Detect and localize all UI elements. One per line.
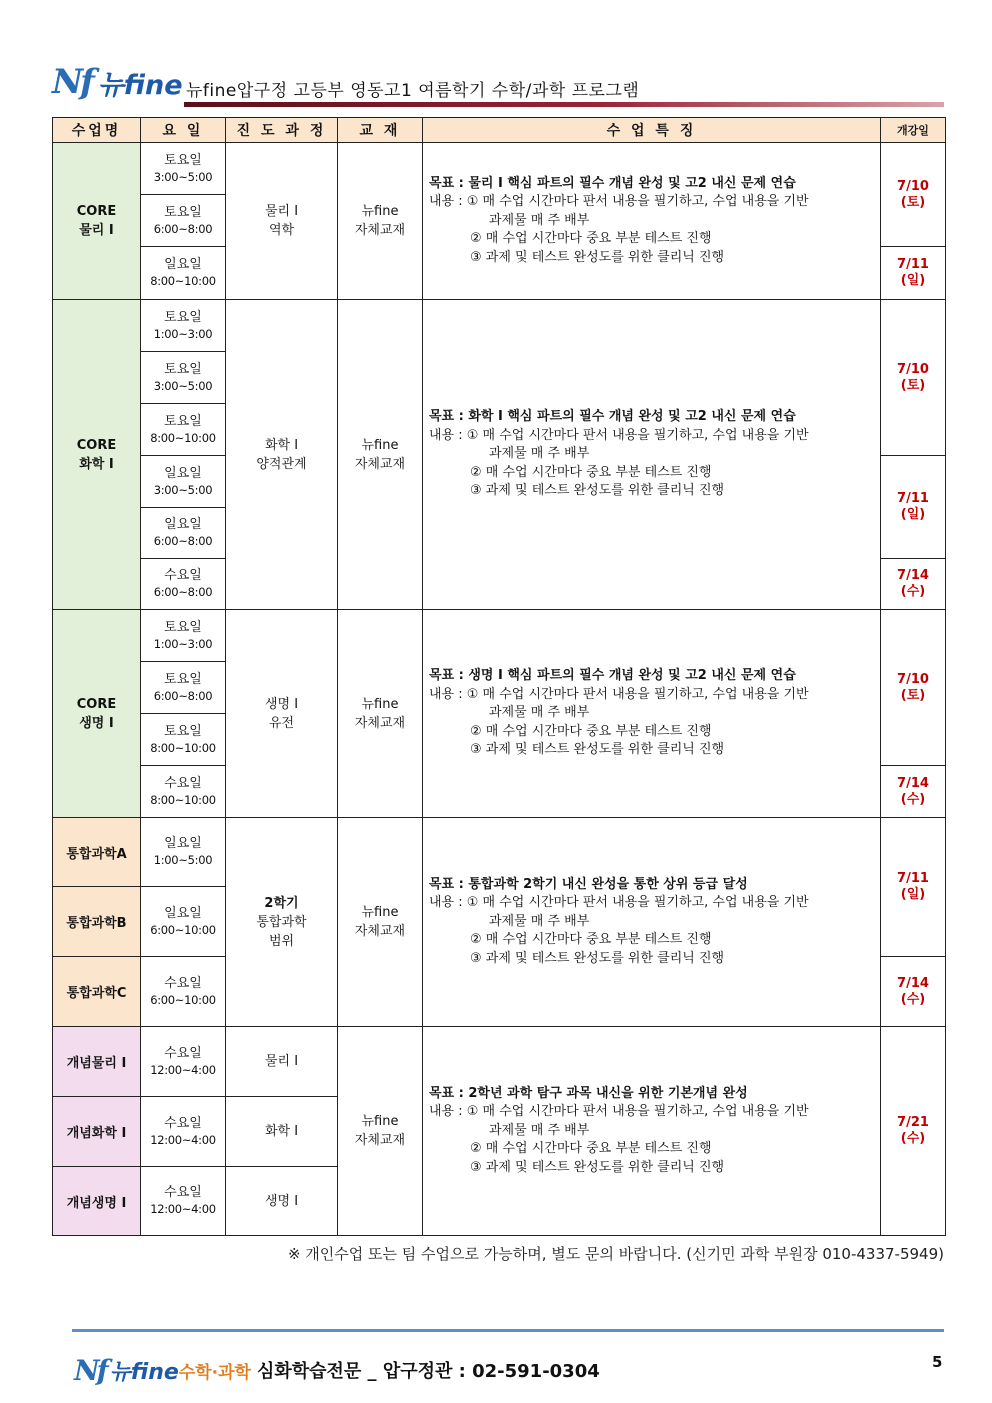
header-progress: 진 도 과 정 xyxy=(226,118,338,143)
table-row xyxy=(53,143,946,195)
open-date: 7/21 (수) xyxy=(881,1027,946,1236)
footer-logo-mark: Nf xyxy=(74,1353,106,1387)
schedule-slot: 일요일 6:00~10:00 xyxy=(141,887,226,957)
progress-cell: 생명 I 유전 xyxy=(226,610,338,818)
features-cell: 목표 : 통합과학 2학기 내신 완성을 통한 상위 등급 달성 내용 : ① 매 수업 시간마다 판서 내용을 필기하고, 수업 내용을 기반 과제물 매 주 배부 ② 매 수업 시간마다 중요 부분 테스트 진행 ③ 과제 및 테스트 완성도를 위한 클리닉 진행 xyxy=(423,818,881,1027)
brand-logo xyxy=(52,60,183,104)
class-name-integrated-c: 통합과학C xyxy=(53,957,141,1027)
schedule-slot: 토요일 3:00~5:00 xyxy=(141,143,226,195)
progress-cell: 화학 I xyxy=(226,1097,338,1167)
program-table xyxy=(52,117,946,1236)
class-name-integrated-b: 통합과학B xyxy=(53,887,141,957)
open-date: 7/10 (토) xyxy=(881,610,946,766)
header-day: 요 일 xyxy=(141,118,226,143)
textbook-cell: 뉴fine 자체교재 xyxy=(338,143,423,300)
progress-cell: 생명 I xyxy=(226,1167,338,1236)
header-textbook: 교 재 xyxy=(338,118,423,143)
logo-mark: Nf xyxy=(52,62,92,102)
footer-divider xyxy=(72,1329,944,1332)
logo-text: 뉴fine xyxy=(97,69,183,101)
class-name-core-biology: CORE 생명 I xyxy=(53,610,141,818)
schedule-slot: 토요일 1:00~3:00 xyxy=(141,300,226,352)
schedule-slot: 토요일 6:00~8:00 xyxy=(141,195,226,247)
table-row xyxy=(53,818,946,887)
header-class-name: 수업명 xyxy=(53,118,141,143)
table-row xyxy=(53,610,946,662)
page-header xyxy=(52,60,944,110)
textbook-cell: 뉴fine 자체교재 xyxy=(338,1027,423,1236)
progress-cell: 화학 I 양적관계 xyxy=(226,300,338,610)
schedule-slot: 일요일 6:00~8:00 xyxy=(141,508,226,559)
table-header-row xyxy=(53,118,946,143)
header-open-date: 개강일 xyxy=(881,118,946,143)
page-footer xyxy=(74,1350,600,1390)
open-date: 7/14 (수) xyxy=(881,957,946,1027)
footer-logo-text: 뉴fine xyxy=(109,1359,179,1385)
schedule-slot: 토요일 8:00~10:00 xyxy=(141,404,226,456)
textbook-cell: 뉴fine 자체교재 xyxy=(338,610,423,818)
class-name-concept-physics: 개념물리 I xyxy=(53,1027,141,1097)
open-date: 7/10 (토) xyxy=(881,143,946,247)
class-name-core-physics: CORE 물리 I xyxy=(53,143,141,300)
class-name-core-chemistry: CORE 화학 I xyxy=(53,300,141,610)
schedule-slot: 토요일 1:00~3:00 xyxy=(141,610,226,662)
open-date: 7/14 (수) xyxy=(881,559,946,610)
schedule-slot: 토요일 8:00~10:00 xyxy=(141,714,226,766)
document-title: 뉴fine압구정 고등부 영동고1 여름학기 수학/과학 프로그램 xyxy=(186,81,640,101)
schedule-slot: 수요일 12:00~4:00 xyxy=(141,1167,226,1236)
features-cell: 목표 : 물리 I 핵심 파트의 필수 개념 완성 및 고2 내신 문제 연습 내용 : ① 매 수업 시간마다 판서 내용을 필기하고, 수업 내용을 기반 과제물 매 주 배부 ② 매 수업 시간마다 중요 부분 테스트 진행 ③ 과제 및 테스트 완성도를 위한 클리닉 진행 xyxy=(423,143,881,300)
class-name-concept-chemistry: 개념화학 I xyxy=(53,1097,141,1167)
progress-cell: 물리 I xyxy=(226,1027,338,1097)
features-cell: 목표 : 생명 I 핵심 파트의 필수 개념 완성 및 고2 내신 문제 연습 내용 : ① 매 수업 시간마다 판서 내용을 필기하고, 수업 내용을 기반 과제물 매 주 배부 ② 매 수업 시간마다 중요 부분 테스트 진행 ③ 과제 및 테스트 완성도를 위한 클리닉 진행 xyxy=(423,610,881,818)
schedule-slot: 수요일 12:00~4:00 xyxy=(141,1097,226,1167)
schedule-slot: 일요일 8:00~10:00 xyxy=(141,247,226,300)
schedule-slot: 토요일 3:00~5:00 xyxy=(141,352,226,404)
open-date: 7/14 (수) xyxy=(881,766,946,818)
class-name-concept-biology: 개념생명 I xyxy=(53,1167,141,1236)
schedule-slot: 수요일 6:00~10:00 xyxy=(141,957,226,1027)
features-cell: 목표 : 2학년 과학 탐구 과목 내신을 위한 기본개념 완성 내용 : ① 매 수업 시간마다 판서 내용을 필기하고, 수업 내용을 기반 과제물 매 주 배부 ② 매 수업 시간마다 중요 부분 테스트 진행 ③ 과제 및 테스트 완성도를 위한 클리닉 진행 xyxy=(423,1027,881,1236)
progress-cell: 2학기 통합과학 범위 xyxy=(226,818,338,1027)
schedule-slot: 일요일 1:00~5:00 xyxy=(141,818,226,887)
schedule-slot: 일요일 3:00~5:00 xyxy=(141,456,226,508)
class-name-integrated-a: 통합과학A xyxy=(53,818,141,887)
open-date: 7/11 (일) xyxy=(881,247,946,300)
textbook-cell: 뉴fine 자체교재 xyxy=(338,818,423,1027)
open-date: 7/10 (토) xyxy=(881,300,946,456)
table-row xyxy=(53,1027,946,1097)
page-number: 5 xyxy=(932,1353,943,1371)
footnote: ※ 개인수업 또는 팀 수업으로 가능하며, 별도 문의 바랍니다. (신기민 과학 부원장 010-4337-5949) xyxy=(287,1245,944,1263)
title-underline xyxy=(184,102,944,107)
footer-subject: 수학·과학 xyxy=(178,1362,251,1383)
open-date: 7/11 (일) xyxy=(881,456,946,559)
schedule-slot: 수요일 6:00~8:00 xyxy=(141,559,226,610)
table-row xyxy=(53,300,946,352)
schedule-slot: 수요일 12:00~4:00 xyxy=(141,1027,226,1097)
header-features: 수 업 특 징 xyxy=(423,118,881,143)
open-date: 7/11 (일) xyxy=(881,818,946,957)
schedule-slot: 토요일 6:00~8:00 xyxy=(141,662,226,714)
textbook-cell: 뉴fine 자체교재 xyxy=(338,300,423,610)
schedule-slot: 수요일 8:00~10:00 xyxy=(141,766,226,818)
progress-cell: 물리 I 역학 xyxy=(226,143,338,300)
footer-contact: 심화학습전문 _ 압구정관 : 02-591-0304 xyxy=(256,1361,600,1382)
features-cell: 목표 : 화학 I 핵심 파트의 필수 개념 완성 및 고2 내신 문제 연습 내용 : ① 매 수업 시간마다 판서 내용을 필기하고, 수업 내용을 기반 과제물 매 주 배부 ② 매 수업 시간마다 중요 부분 테스트 진행 ③ 과제 및 테스트 완성도를 위한 클리닉 진행 xyxy=(423,300,881,610)
